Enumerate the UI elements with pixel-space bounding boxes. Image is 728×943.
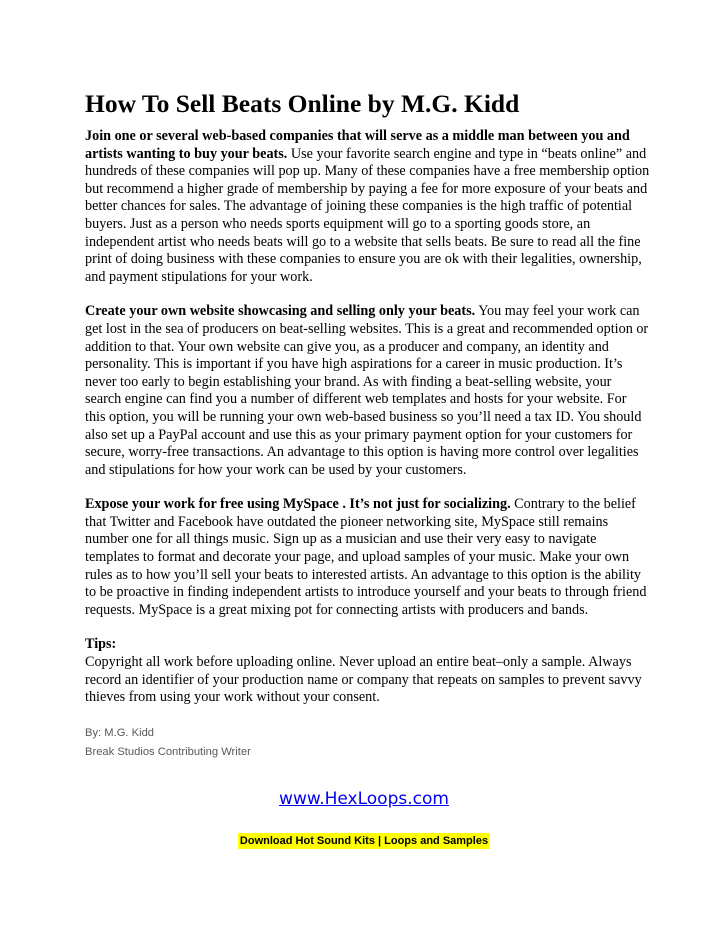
download-banner[interactable]: Download Hot Sound Kits | Loops and Samples [239, 835, 489, 847]
section-own-website [85, 303, 650, 479]
section-body: Use your favorite search engine and type in “beats online” and hundreds of these companies will pop up. Many of these companies have a free membership option but recommend a higher grade of membership by paying a fee for more exposure of your beats and better chances for sales. The advantage of joining these companies is the high traffic of potential buyers. Just as a person who needs sports equipment will go to a sporting goods store, an independent artist who needs beats will go to a website that sells beats. Be sure to read all the fine print of doing business with these companies to ensure you are ok with their legalities, ownership, and payment stipulations for your work. [85, 145, 650, 285]
section-lead: Create your own website showcasing and selling only your beats. [85, 303, 476, 320]
hexloops-link[interactable]: www.HexLoops.com [279, 789, 449, 809]
tips-heading: Tips: [85, 636, 117, 653]
tips-section [85, 636, 650, 706]
section-middleman [85, 128, 650, 286]
section-myspace [85, 496, 650, 619]
section-body: You may feel your work can get lost in the sea of producers on beat-selling websites. This is a great and recommended option or addition to that. Your own website can give you, as a producer and company, an identity and personality. This is important if you have high aspirations for a career in music production. It’s never too early to begin establishing your brand. As with finding a beat-selling website, your search engine can find you a number of different web templates and hosts for your website. For this option, you will be running your own web-based business so you’ll need a tax ID. You should also set up a PayPal account and use this as your primary payment option for your customers for secure, worry-free transactions. An advantage to this option is having more control over legalities and stipulations for how your work can be used by your customers. [85, 303, 649, 478]
section-body: Contrary to the belief that Twitter and Facebook have outdated the pioneer networking site, MySpace still remains number one for all things music. Sign up as a musician and use their very easy to navigate templates to format and decorate your page, and upload samples of your music. Make your own rules as to how you’ll sell your beats to interested artists. An advantage to this option is the ability to be proactive in finding independent artists to introduce yourself and your beats to through friend requests. MySpace is a great mixing pot for connecting artists with producers and bands. [85, 496, 647, 618]
download-banner-wrap [0, 831, 728, 849]
section-lead: Join one or several web-based companies that will serve as a middle man between you and artists wanting to buy your beats. [85, 128, 630, 162]
byline [85, 724, 650, 762]
article-title: How To Sell Beats Online by M.G. Kidd [85, 89, 520, 118]
article [85, 89, 650, 762]
tips-body: Copyright all work before uploading online. Never upload an entire beat–only a sample. Always record an identifier of your production name or company that repeats on samples to prevent savvy thieves from using your work without your consent. [85, 654, 642, 706]
byline-role: Break Studios Contributing Writer [85, 745, 251, 758]
section-lead: Expose your work for free using MySpace . It’s not just for socializing. [85, 496, 511, 513]
byline-author: By: M.G. Kidd [85, 726, 155, 739]
